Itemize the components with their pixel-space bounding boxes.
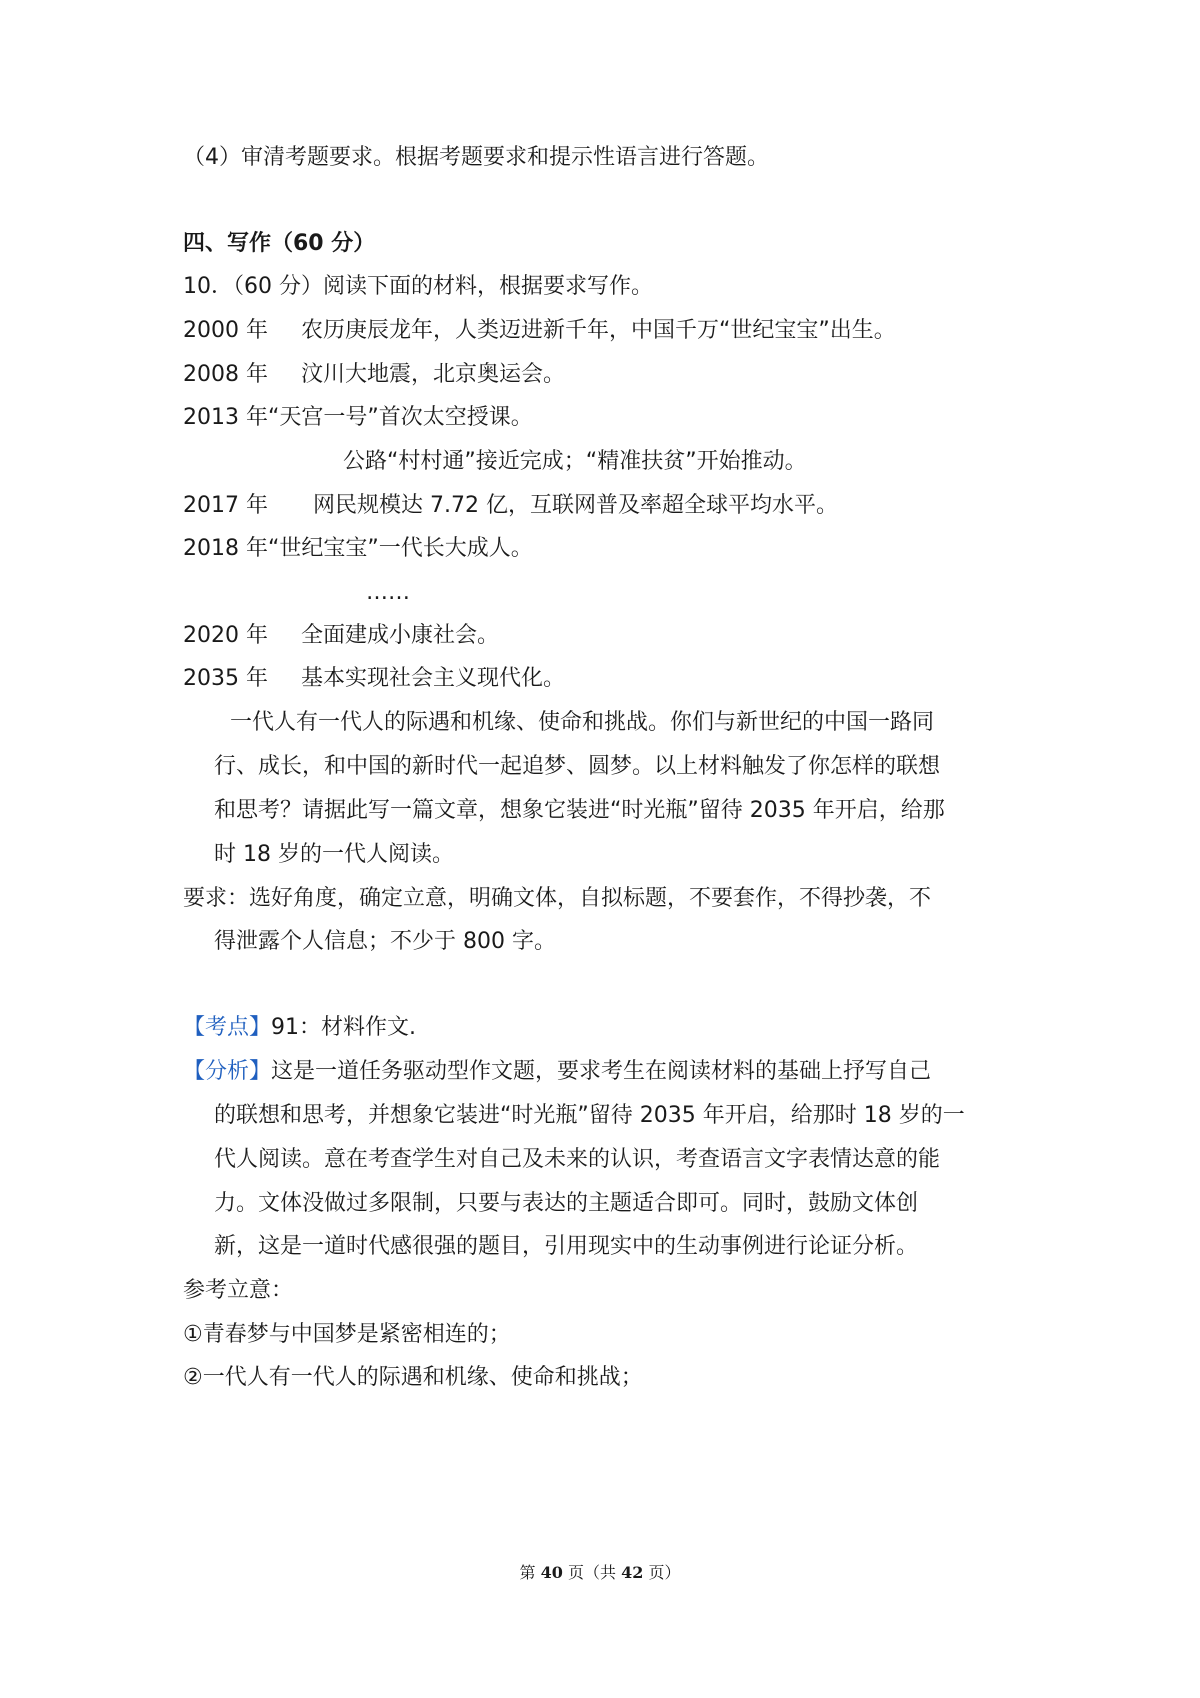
kaodian-tag: 【考点】: [183, 1015, 272, 1040]
reference-point: ②一代人有一代人的际遇和机缘、使命和挑战；: [183, 1365, 643, 1390]
timeline-text: 公路“村村通”接近完成；“精准扶贫”开始推动。: [343, 449, 807, 474]
timeline-row: [343, 447, 807, 477]
requirement-line: 要求：选好角度，确定立意，明确文体，自拟标题，不要套作，不得抄袭，不: [183, 886, 932, 911]
timeline-text: 基本实现社会主义现代化。: [301, 666, 566, 691]
prompt-line: 和思考？请据此写一篇文章，想象它装进“时光瓶”留待 2035 年开启，给那: [214, 798, 945, 823]
timeline-year: 2018 年: [183, 536, 268, 561]
timeline-row: [183, 316, 896, 346]
timeline-text: “世纪宝宝”一代长大成人。: [267, 536, 533, 561]
timeline-row: [183, 491, 838, 521]
fenxi-line: 代人阅读。意在考查学生对自己及未来的认识，考查语言文字表情达意的能: [214, 1147, 941, 1172]
intro-line: （4）审清考题要求。根据考题要求和提示性语言进行答题。: [183, 145, 769, 170]
timeline-year: 2000 年: [183, 318, 268, 343]
timeline-year: 2013 年: [183, 405, 268, 430]
timeline-text: 网民规模达 7.72 亿，互联网普及率超全球平均水平。: [313, 493, 838, 518]
reference-point: ①青春梦与中国梦是紧密相连的；: [183, 1322, 511, 1347]
timeline-text: “天宫一号”首次太空授课。: [267, 405, 533, 430]
reference-title: 参考立意：: [183, 1278, 294, 1303]
fenxi-line: 新，这是一道时代感很强的题目，引用现实中的生动事例进行论证分析。: [214, 1234, 919, 1259]
footer-suffix: 页）: [648, 1563, 681, 1582]
footer-prefix: 第: [519, 1563, 536, 1582]
fenxi-line: [183, 1057, 931, 1087]
section-heading: 四、写作（60 分）: [183, 231, 376, 256]
prompt-line: 行、成长，和中国的新时代一起追梦、圆梦。以上材料触发了你怎样的联想: [214, 754, 941, 779]
page-footer: [0, 1560, 1200, 1583]
kaodian-text: 91：材料作文.: [271, 1015, 417, 1040]
fenxi-line: 的联想和思考，并想象它装进“时光瓶”留待 2035 年开启，给那时 18 岁的一: [214, 1103, 965, 1128]
footer-total-pages: 42: [621, 1563, 644, 1582]
timeline-text: 全面建成小康社会。: [301, 623, 500, 648]
timeline-row: [183, 403, 533, 433]
timeline-text: ……: [366, 580, 410, 605]
fenxi-tag: 【分析】: [183, 1059, 272, 1084]
timeline-ellipsis: [366, 578, 410, 608]
timeline-year: 2017 年: [183, 493, 268, 518]
timeline-row: [183, 360, 565, 390]
timeline-year: 2008 年: [183, 362, 268, 387]
timeline-row: [183, 664, 565, 694]
fenxi-line: 力。文体没做过多限制，只要与表达的主题适合即可。同时，鼓励文体创: [214, 1191, 919, 1216]
requirement-line: 得泄露个人信息；不少于 800 字。: [214, 929, 556, 954]
timeline-row: [183, 534, 533, 564]
footer-page-number: 40: [540, 1563, 563, 1582]
timeline-row: [183, 621, 499, 651]
fenxi-text: 这是一道任务驱动型作文题，要求考生在阅读材料的基础上抒写自己: [271, 1059, 932, 1084]
prompt-line: 一代人有一代人的际遇和机缘、使命和挑战。你们与新世纪的中国一路同: [230, 710, 935, 735]
kaodian-line: [183, 1013, 416, 1043]
timeline-year: 2035 年: [183, 666, 268, 691]
timeline-text: 农历庚辰龙年，人类迈进新千年，中国千万“世纪宝宝”出生。: [301, 318, 896, 343]
timeline-year: 2020 年: [183, 623, 268, 648]
prompt-line: 时 18 岁的一代人阅读。: [214, 842, 454, 867]
timeline-text: 汶川大地震，北京奥运会。: [301, 362, 566, 387]
question-line: 10．（60 分）阅读下面的材料，根据要求写作。: [183, 274, 653, 299]
footer-middle: 页（共: [567, 1563, 616, 1582]
